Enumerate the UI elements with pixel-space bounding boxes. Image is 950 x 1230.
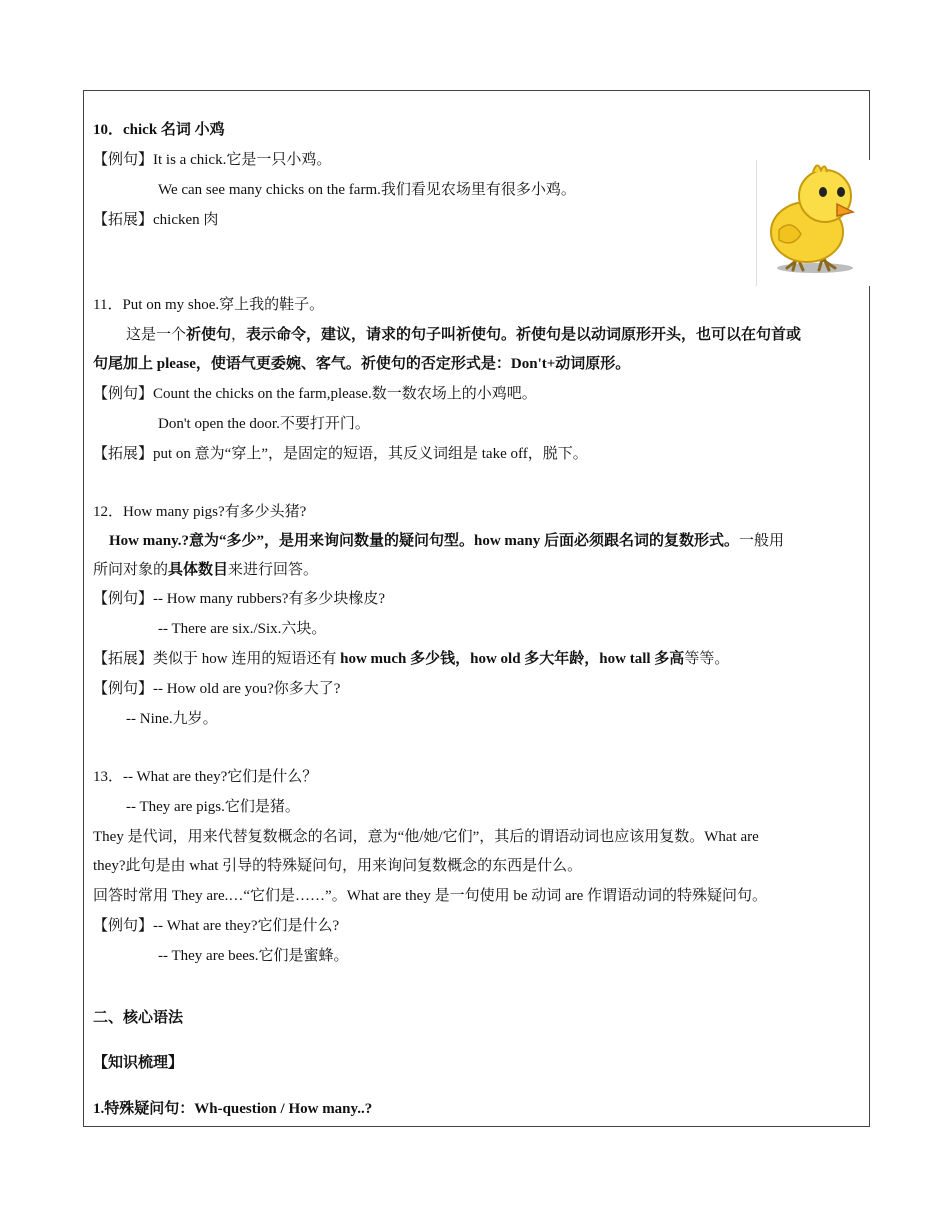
s12-example-4: -- Nine.九岁。 bbox=[126, 711, 218, 727]
grammar-heading: 二、核心语法 bbox=[93, 1010, 184, 1026]
s10-example-1: 【例句】It is a chick.它是一只小鸡。 bbox=[93, 152, 332, 168]
s13-question: 13．-- What are they?它们是什么？ bbox=[93, 769, 318, 785]
s13-explanation-line1: They 是代词，用来代替复数概念的名词，意为“他/她/它们”，其后的谓语动词也应该用复数。What are bbox=[93, 829, 759, 845]
s13-example-2: -- They are bees.它们是蜜蜂。 bbox=[158, 948, 349, 964]
s11-explanation-line2: 句尾加上 please，使语气更委婉、客气。祈使句的否定形式是：Don't+动词原形。 bbox=[93, 356, 631, 372]
s12-explanation-line2: 所问对象的具体数目来进行回答。 bbox=[93, 562, 319, 578]
s11-example-1: 【例句】Count the chicks on the farm,please.数一数农场上的小鸡吧。 bbox=[93, 386, 537, 402]
s11-title: 11．Put on my shoe.穿上我的鞋子。 bbox=[93, 297, 325, 313]
s13-answer: -- They are pigs.它们是猪。 bbox=[126, 799, 300, 815]
chick-illustration bbox=[756, 160, 871, 286]
s13-example-1: 【例句】-- What are they?它们是什么? bbox=[93, 918, 340, 934]
s12-example-2: -- There are six./Six.六块。 bbox=[158, 621, 327, 637]
knowledge-heading: 【知识梳理】 bbox=[93, 1055, 184, 1071]
s10-extension: 【拓展】chicken 肉 bbox=[93, 212, 219, 228]
s12-example-3: 【例句】-- How old are you?你多大了? bbox=[93, 681, 341, 697]
s12-title: 12．How many pigs?有多少头猪? bbox=[93, 504, 307, 520]
s11-example-2: Don't open the door.不要打开门。 bbox=[158, 416, 370, 432]
s12-explanation-line1: How many.?意为“多少”，是用来询问数量的疑问句型。how many 后面必须跟名词的复数形式。一般用 bbox=[109, 533, 785, 549]
s11-explanation-line1: 这是一个祈使句，表示命令，建议，请求的句子叫祈使句。祈使句是以动词原形开头，也可以在句首或 bbox=[126, 327, 802, 343]
s13-explanation-line2: they?此句是由 what 引导的特殊疑问句，用来询问复数概念的东西是什么。 bbox=[93, 858, 583, 874]
s12-extension: 【拓展】类似于 how 连用的短语还有 how much 多少钱，how old 多大年龄，how tall 多高等等。 bbox=[93, 651, 730, 667]
s12-example-1: 【例句】-- How many rubbers?有多少块橡皮? bbox=[93, 591, 386, 607]
s13-explanation-line3: 回答时常用 They are.…“它们是……”。What are they 是一句使用 be 动词 are 作谓语动词的特殊疑问句。 bbox=[93, 888, 768, 904]
s10-example-2: We can see many chicks on the farm.我们看见农场里有很多小鸡。 bbox=[158, 182, 576, 198]
s10-title: 10．chick 名词 小鸡 bbox=[93, 122, 225, 138]
grammar-item-1: 1.特殊疑问句：Wh-question / How many..? bbox=[93, 1101, 373, 1117]
s11-extension: 【拓展】put on 意为“穿上”，是固定的短语，其反义词组是 take off，脱下。 bbox=[93, 446, 588, 462]
